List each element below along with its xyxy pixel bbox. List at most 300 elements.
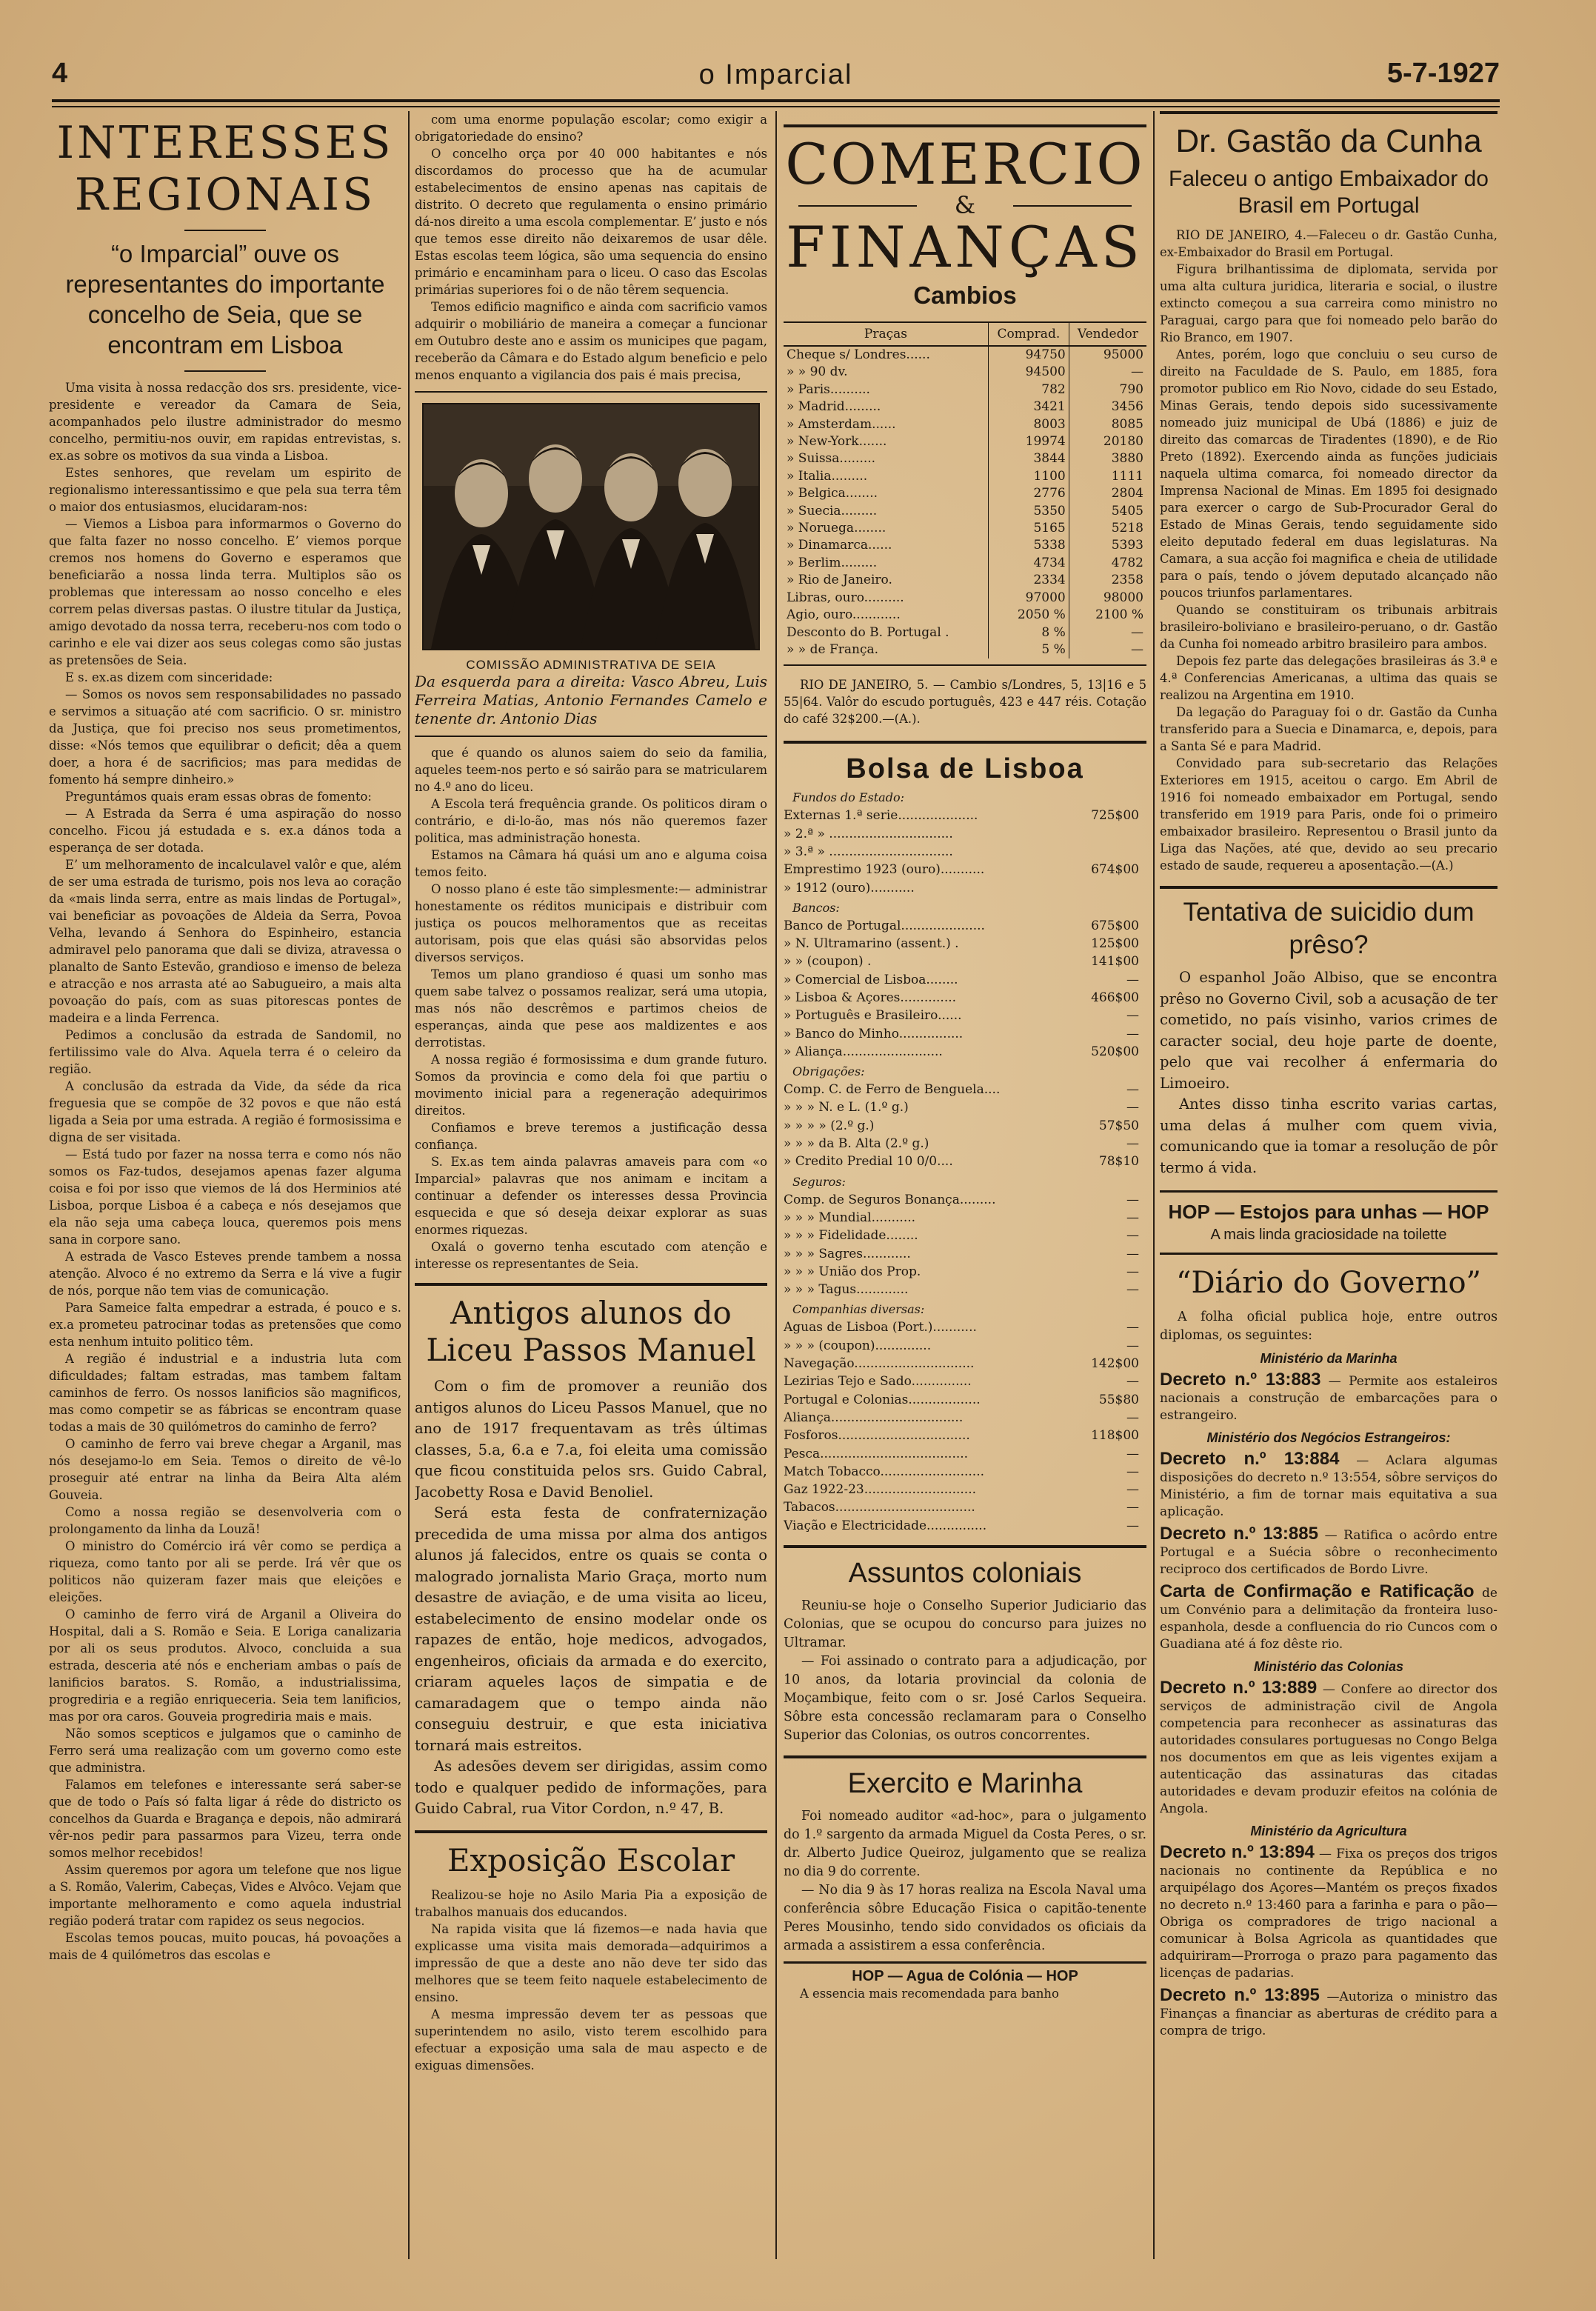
paragraph: — Somos os novos sem responsabilidades no passado e servimos a situação até com sacrificio. O sr. ministro da Justiça, que foi preciso nos seus prometimentos, disse: «Nós temos que equilibrar o deficit; dêa a quem doer, a hora é de sacrificios; mas para medidas de fomento há sempre dinheiro.»	[49, 687, 401, 787]
paragraph: Oxalá o governo tenha escutado com atenção e interesse os representantes de Seia.	[415, 1240, 767, 1271]
quote-value: —	[1126, 1500, 1139, 1515]
quote-value: 674$00	[1091, 862, 1139, 878]
cell-comprador: 3421	[988, 398, 1069, 416]
paragraph: RIO DE JANEIRO, 4.—Faleceu o dr. Gastão Cunha, ex-Embaixador do Brasil em Portugal.	[1160, 228, 1497, 259]
paragraph: Com o fim de promover a reunião dos antigos alunos do Liceu Passos Manuel, que no ano de 1917 frequentavam as três últimas classes, 5.a, 6.a e 7.a, foi eleita uma comissão que ficou constituida pelos srs. Guido Cabral, Jacobetty Rosa e David Benoliel.	[415, 1378, 767, 1501]
quote-name: Viação e Electricidade...............	[784, 1518, 987, 1533]
decreto-text: de um Convénio para a delimitação da fronteira luso-espanhola, desde a confluencia do rio Cuncos com o Guadiana até á foz dêste rio.	[1160, 1586, 1497, 1652]
divider	[184, 230, 266, 231]
cell-comprador: 1100	[988, 468, 1069, 485]
diario-intro-text: A folha oficial publica hoje, entre outros diplomas, os seguintes:	[1160, 1310, 1497, 1343]
list-item	[784, 1191, 1146, 1209]
bolsa-section-label: Bancos:	[792, 900, 840, 915]
quote-name: Aliança.................................	[784, 1410, 964, 1425]
quote-name: » » » Sagres............	[784, 1246, 911, 1261]
rio-cambio-note	[784, 676, 1146, 727]
quote-name: Tabacos...................................	[784, 1500, 975, 1515]
quote-value: —	[1126, 1518, 1139, 1533]
list-item	[784, 971, 1146, 989]
cell-praca: Libras, ouro..........	[784, 590, 988, 607]
paragraph: Foi nomeado auditor «ad-hoc», para o julgamento do 1.º sargento da armada Miguel da Costa Peres, o sr. dr. Alberto Judice Queiroz, julgamento que se realiza no dia 9 do corrente.	[784, 1809, 1146, 1879]
list-item	[784, 1153, 1146, 1170]
cell-vendedor: 2804	[1111, 486, 1143, 501]
ad-hop-text	[784, 1985, 1146, 2002]
quote-name: » 3.ª » ...............................	[784, 844, 953, 859]
page-number: 4	[52, 58, 68, 89]
article-body-continued	[415, 744, 767, 1273]
heading-bolsa-de-lisboa: Bolsa de Lisboa	[784, 741, 1146, 787]
page-header	[52, 58, 1500, 95]
table-row	[784, 468, 1146, 485]
paragraph: O nosso plano é este tão simplesmente:— administrar honestamente os réditos municipais e distribuir com justiça os poucos melhoramentos que as receitas autorisam, pois que elas quási são absorvidas pelos diversos serviços.	[415, 882, 767, 964]
paragraph: Como a nossa região se desenvolveria com o prolongamento da linha da Louzã!	[49, 1505, 401, 1536]
subheadline-gastao: Faleceu o antigo Embaixador do Brasil em Portugal	[1169, 167, 1489, 218]
decreto-item	[1160, 1679, 1497, 1818]
column-divider	[408, 111, 410, 2259]
cell-vendedor: 20180	[1103, 434, 1143, 450]
paragraph: Será esta festa de confraternização precedida de uma missa por alma dos antigos alunos já falecidos, entre os quais se conta o malogrado jornalista Mario Graça, morto num desastre de aviação, e de uma visita ao liceu, estabelecimento de ensino modelar onde os rapazes de então, hoje medicos, advogados, engenheiros, oficiais da armada e do exercito, criaram aqueles laços de simpatia e de camaradagem que o tempo ainda não conseguiu destruir, e que esta iniciativa tornará mais estreitos.	[415, 1504, 767, 1754]
headline-diario-do-governo: “Diário do Governo”	[1160, 1253, 1497, 1302]
table-row	[784, 520, 1146, 537]
headline-tentativa-suicidio: Tentativa de suicidio dum prêso?	[1160, 886, 1497, 961]
quote-name: » Português e Brasileiro......	[784, 1008, 962, 1024]
cell-praca: » New-York.......	[784, 433, 988, 450]
paragraph: O ministro do Comércio irá vêr como se perdiça a riqueza, como tanto por ali se perde. Irá vêr que os politicos não quizeram fazer mais que eleições e eleições.	[49, 1539, 401, 1604]
quote-value: —	[1126, 1410, 1139, 1425]
quote-name: Fosforos.................................	[784, 1428, 970, 1444]
paragraph: — A Estrada da Serra é uma aspiração do nosso concelho. Ficou já estudada e s. ex.a dános toda a esperança de ser dotada.	[49, 807, 401, 855]
quote-value: —	[1126, 1446, 1139, 1461]
quote-value: 118$00	[1091, 1428, 1139, 1444]
quote-name: Portugal e Colonias..................	[784, 1392, 981, 1407]
paragraph: — Viemos a Lisboa para informarmos o Governo do que falta fazer no nosso concelho. E’ viemos porque cremos nos homens do Governo e esperamos que beneficiarão a nossa linda terra. Multiplos são os problemas que interessam ao nosso concelho e eles correm pelas diversas pastas. O ilustre titular da Justiça, amigo devotado da nossa terra, receberu-nos com todo o carinho e ele vai dizer aos seus colegas como são justas as pretensões de Seia.	[49, 517, 401, 667]
ad-hop-estojos-sub: A mais linda graciosidade na toilette	[1210, 1227, 1447, 1243]
list-item	[784, 1245, 1146, 1263]
cell-vendedor: 5218	[1111, 521, 1143, 536]
header-rule-thin	[52, 106, 1500, 107]
list-item	[784, 1043, 1146, 1061]
quote-name: » 1912 (ouro)...........	[784, 880, 915, 896]
quote-value: 466$00	[1091, 990, 1139, 1005]
table-header-pracas: Praças	[784, 322, 988, 346]
cell-praca: Cheque s/ Londres......	[784, 346, 988, 364]
quote-name: » Banco do Minho................	[784, 1026, 964, 1041]
bolsa-quotes	[784, 789, 1146, 1535]
headline-financas: FINANÇAS	[786, 214, 1144, 280]
cell-praca: Desconto do B. Portugal .	[784, 624, 988, 641]
decreto-item	[1160, 1987, 1497, 2040]
table-row	[784, 537, 1146, 554]
quote-value: —	[1126, 1464, 1139, 1479]
ministerio-heading: Ministério das Colonias	[1253, 1659, 1404, 1674]
quote-value: —	[1126, 1210, 1139, 1225]
decreto-item	[1160, 1371, 1497, 1424]
cell-comprador: 2776	[988, 485, 1069, 502]
headline-liceu: Antigos alunos do Liceu Passos Manuel	[415, 1283, 767, 1369]
quote-name: Aguas de Lisboa (Port.)...........	[784, 1320, 977, 1335]
decreto-number: Decreto n.º 13:889	[1160, 1678, 1318, 1698]
cell-praca: » Madrid.........	[784, 398, 988, 416]
cell-comprador: 97000	[988, 590, 1069, 607]
photo-caption: Da esquerda para a direita: Vasco Abreu, Luis Ferreira Matias, Antonio Fernandes Camelo e tenente dr. Antonio Dias	[415, 673, 767, 727]
quote-name: » » » União dos Prop.	[784, 1264, 921, 1279]
table-row	[784, 433, 1146, 450]
paragraph: Falamos em telefones e interessante será saber-se que de todo o País só falta ligar á rêde do districto os concelhos da Guarda e Bragança e depois, não admirará vêr-nos pedir para passarmos para Vizeu, terra onde somos melhor recebidos!	[49, 1778, 401, 1860]
list-item	[784, 1117, 1146, 1135]
cell-vendedor: 4782	[1111, 555, 1143, 570]
list-item	[784, 1445, 1146, 1463]
cell-comprador: 2050 %	[988, 607, 1069, 624]
cell-vendedor: —	[1131, 641, 1143, 657]
quote-name: Pesca.....................................	[784, 1446, 969, 1461]
table-row	[784, 416, 1146, 433]
cell-praca: » Noruega........	[784, 520, 988, 537]
quote-name: » N. Ultramarino (assent.) .	[784, 936, 959, 952]
paragraph: Na rapida visita que lá fizemos—e nada havia que explicasse uma visita mais demorada—adquirimos a impressão de que a deste ano não deve ter sido das melhores que se teem feito naquele estabelecimento de ensino.	[415, 1921, 767, 2004]
quote-value: —	[1126, 1136, 1139, 1152]
table-row	[784, 572, 1146, 589]
article-liceu	[415, 1376, 767, 1820]
list-item	[784, 1318, 1146, 1336]
decreto-text: — Ratifica o acôrdo entre Portugal e a Suécia sôbre o reconhecimento reciproco dos certificados de Bordo Livre.	[1160, 1528, 1497, 1577]
cell-praca: » Dinamarca......	[784, 537, 988, 554]
list-item	[784, 1135, 1146, 1153]
quote-value: 675$00	[1091, 918, 1139, 933]
table-row	[784, 641, 1146, 658]
cell-comprador: 5 %	[988, 641, 1069, 658]
decreto-text: —Autoriza o ministro das Finanças a financiar as aberturas de crédito para a compra de trigo.	[1160, 1990, 1497, 2038]
cell-comprador: 3844	[988, 450, 1069, 467]
paragraph: A nossa região é formosissima e dum grande futuro. Somos da provincia e como dela foi que partiu o movimento inicial para a regeneração adequirimos direitos.	[415, 1053, 767, 1118]
paragraph: Pedimos a conclusão da estrada de Sandomil, no fertilissimo vale do Alva. Aquela terra é o celeiro da região.	[49, 1028, 401, 1076]
quote-name: » Credito Predial 10 0/0....	[784, 1154, 953, 1170]
quote-name: » » » Tagus.............	[784, 1282, 909, 1298]
table-row	[784, 364, 1146, 381]
paragraph: Reuniu-se hoje o Conselho Superior Judiciario das Colonias, que se ocupou do concurso para juizes no Ultramar.	[784, 1598, 1146, 1650]
headline-exposicao: Exposição Escolar	[415, 1830, 767, 1879]
decreto-number: Decreto n.º 13:885	[1160, 1524, 1318, 1544]
list-item	[784, 989, 1146, 1007]
list-item	[784, 861, 1146, 878]
ministerio-heading: Ministério da Marinha	[1260, 1351, 1398, 1366]
paragraph: O caminho de ferro virá de Arganil a Oliveira do Hospital, dali a S. Romão e Seia. E Loriga canalizaria por ali os seus produtos. Alvoco, concluida a sua estrada, desceria até nós e encheriam ambas o país de lanificios baratos. S. Romão, a industrialissima, progrediria e a região enriqueceria. Seia tem lanificios, mas por ora caros. Gouveia progrediria mais e mais.	[49, 1607, 401, 1724]
quote-value: —	[1126, 1228, 1139, 1244]
cell-comprador: 5350	[988, 503, 1069, 520]
cell-praca: » Rio de Janeiro.	[784, 572, 988, 589]
article-body-continued	[415, 111, 767, 384]
table-header-comprad: Comprad.	[988, 322, 1069, 346]
table-row	[784, 485, 1146, 502]
cell-vendedor: 2358	[1111, 573, 1143, 588]
list-item	[784, 1355, 1146, 1373]
cell-praca: Agio, ouro............	[784, 607, 988, 624]
paragraph: Estamos na Câmara há quási um ano e alguma coisa temos feito.	[415, 848, 767, 879]
quote-name: » » » Fidelidade........	[784, 1228, 918, 1244]
paragraph: Antes, porém, logo que concluiu o seu curso de direito na Faculdade de S. Paulo, em 1885, fora promotor publico em Rio Novo, cidade do seu Estado, Minas Gerais, tendo depois sido sucessivamente nomeado juiz municipal de Ubá (1886) e juiz de direito das comarcas de Tiradentes (1890), e de Rio Preto (1892). Exercendo ainda as funções judiciais naquela ultima comarca, foi nomeado director da Imprensa Nacional de Minas. Em 1895 foi designado para exercer o cargo de Sub-Procurador Geral do Estado de Minas Gerais, tendo seguidamente sido eleito deputado federal em duas legislaturas. Na Camara, a sua acção foi magnifica e cheia de utilidade para o país, tendo o jóvem deputado alcançado não poucos triunfos parlamentares.	[1160, 347, 1497, 600]
ministerios-list	[1160, 1351, 1497, 2040]
decreto-item	[1160, 1844, 1497, 1982]
table-row	[784, 381, 1146, 398]
decreto-item	[1160, 1450, 1497, 1521]
quote-name: » Lisboa & Açores..............	[784, 990, 957, 1005]
group-photograph	[422, 403, 760, 650]
paragraph: Temos um plano grandioso é quasi um sonho mas quem sabe talvez o possamos realizar, será uma utopia, mas nós não descrêmos e partimos cheios de esperanças, ainda que pese aos maldizentes e aos derrotistas.	[415, 967, 767, 1050]
paragraph: com uma enorme população escolar; como exigir a obrigatoriedade do ensino?	[415, 113, 767, 144]
paragraph: E s. ex.as dizem com sinceridade:	[65, 670, 273, 684]
column-divider	[775, 111, 777, 2259]
ministerio-heading: Ministério dos Negócios Estrangeiros:	[1206, 1430, 1451, 1445]
list-item	[784, 1081, 1146, 1098]
cell-praca: » Italia.........	[784, 468, 988, 485]
quote-value: —	[1126, 1100, 1139, 1116]
table-row	[784, 555, 1146, 572]
divider	[184, 370, 266, 372]
table-row	[784, 346, 1146, 364]
cell-vendedor: 8085	[1111, 416, 1143, 432]
headline-comercio: COMERCIO	[784, 124, 1146, 194]
newspaper-title: o Imparcial	[698, 59, 853, 90]
headline-interesses-regionais: INTERESSES REGIONAIS	[56, 117, 394, 221]
cell-praca: » Suissa.........	[784, 450, 988, 467]
list-item	[784, 1463, 1146, 1481]
divider	[784, 664, 1146, 666]
ad-hop-sub: A essencia mais recomendada para banho	[800, 1987, 1059, 2001]
list-item	[784, 1498, 1146, 1516]
issue-date: 5-7-1927	[1386, 58, 1500, 89]
paragraph: A mesma impressão devem ter as pessoas que superintendem no asilo, visto terem escolhido para efectuar a exposição uma sala de mau aspecto e de exiguas dimensões.	[415, 2007, 767, 2072]
ministerio-heading: Ministério da Agricultura	[1250, 1824, 1407, 1838]
paragraph: As adesões devem ser dirigidas, assim como todo e qualquer pedido de informações, para Guido Cabral, rua Vitor Cordon, n.º 47, B.	[415, 1758, 767, 1817]
cell-praca: » Amsterdam......	[784, 416, 988, 433]
list-item	[784, 1373, 1146, 1390]
list-item	[784, 1263, 1146, 1281]
diario-intro	[1160, 1308, 1497, 1345]
paragraph: Para Sameice falta empedrar a estrada, é pouco e s. ex.a prometeu patrocinar todas as pretensões que como esta nenhum intuito politico têm.	[49, 1301, 401, 1349]
cell-praca: » » de França.	[784, 641, 988, 658]
decreto-text: — Confere ao director dos serviços de administração civil de Angola competencia para reconhecer as assinaturas das autoridades consulares portuguesas no Congo Belga nos documentos em que as leis vigentes exijam a autenticação das assinaturas das citadas autoridades e devam produzir efeitos na colónia de Angola.	[1160, 1682, 1497, 1816]
cell-comprador: 94500	[988, 364, 1069, 381]
decreto-number: Decreto n.º 13:883	[1160, 1370, 1321, 1390]
table-row	[784, 503, 1146, 520]
article-tentativa	[1160, 967, 1497, 1178]
cell-praca: » Belgica........	[784, 485, 988, 502]
quote-name: Gaz 1922-23............................	[784, 1482, 977, 1498]
cell-vendedor: 790	[1119, 381, 1143, 397]
paragraph: Confiamos e breve teremos a justificação dessa confiança.	[415, 1121, 767, 1152]
exchange-rates-table	[784, 321, 1146, 658]
heading-cambios: Cambios	[913, 281, 1017, 309]
paragraph: A região é industrial e a industria luta com dificuldades; faltam estradas, mas tambem faltam caminhos de ferro. Os nossos lanificios são magnificos, mas como competir se as fábricas se encontram quase todas a mais de 30 quilómetros do caminho de ferro?	[49, 1352, 401, 1434]
cell-vendedor: —	[1131, 364, 1143, 380]
paragraph: Estes senhores, que revelam um espirito de regionalismo interessantissimo e que pela sua terra têm o maior dos entusiasmos, elucidaram-nos:	[49, 466, 401, 514]
decreto-number: Decreto n.º 13:895	[1160, 1985, 1320, 2005]
list-item	[784, 1227, 1146, 1244]
paragraph: Quando se constituiram os tribunais arbitrais brasileiro-boliviano e brasileiro-peruano, o dr. Gastão da Cunha foi nomeado arbitro brasileiro para ambos.	[1160, 603, 1497, 651]
ad-hop-agua-colonia: HOP — Agua de Colónia — HOP	[784, 1961, 1146, 1985]
decreto-number: Decreto n.º 13:884	[1160, 1449, 1340, 1469]
headline-assuntos-coloniais: Assuntos coloniais	[784, 1545, 1146, 1590]
quote-name: » » » da B. Alta (2.º g.)	[784, 1136, 929, 1152]
quote-name: » » (coupon) .	[784, 954, 872, 970]
header-rule	[52, 99, 1500, 102]
cell-praca: » Paris..........	[784, 381, 988, 398]
list-item	[784, 1098, 1146, 1116]
quote-name: Banco de Portugal.....................	[784, 918, 985, 933]
list-item	[784, 843, 1146, 861]
list-item	[784, 1409, 1146, 1427]
decreto-text: — Aclara algumas disposições do decreto n.º 13:554, sôbre serviços do Ministério, a fim de tornar mais equitativa a sua aplicação.	[1160, 1453, 1497, 1519]
cell-vendedor: 5393	[1111, 538, 1143, 553]
paragraph: O concelho orça por 40 000 habitantes e nós discordamos do processo que ha de acumular estabelecimentos de ensino apenas nas capitais de distrito. O decreto que regulamenta o ensino primário dá-nos direito a uma escola complementar. E’ justo e nós que temos esse direito não deixaremos de usar dêle. Estas escolas teem lógica, são uma sequencia do ensino primário e encaminham para o liceu. O caso das Escolas primárias superiores foi o de não têrem sequencia.	[415, 147, 767, 297]
quote-name: Lezirias Tejo e Sado...............	[784, 1374, 972, 1390]
quote-value: —	[1126, 1264, 1139, 1279]
list-item	[784, 935, 1146, 953]
list-item	[784, 1391, 1146, 1409]
table-row	[784, 450, 1146, 467]
quote-name: » 2.ª » ...............................	[784, 826, 953, 841]
cell-comprador: 5338	[988, 537, 1069, 554]
bolsa-section-label: Seguros:	[792, 1174, 846, 1189]
quote-value: 520$00	[1091, 1044, 1139, 1059]
list-item	[784, 1025, 1146, 1043]
divider	[415, 736, 767, 737]
divider	[415, 391, 767, 393]
article-coloniais	[784, 1597, 1146, 1745]
cell-vendedor: 1111	[1111, 468, 1143, 484]
list-item	[784, 807, 1146, 824]
paragraph: Da legação do Paraguay foi o dr. Gastão da Cunha transferido para a Suecia e Dinamarca, e, depois, para a Santa Sé e para Madrid.	[1160, 705, 1497, 753]
column-divider	[1153, 111, 1155, 2259]
bolsa-section-label: Fundos do Estado:	[792, 790, 904, 805]
cell-praca: » » 90 dv.	[784, 364, 988, 381]
quote-value: 725$00	[1091, 808, 1139, 824]
quote-value: 55$80	[1098, 1392, 1139, 1407]
bolsa-section-label: Obrigações:	[792, 1064, 865, 1079]
quote-name: Comp. C. de Ferro de Benguela....	[784, 1082, 1001, 1098]
paragraph: A conclusão da estrada da Vide, da séde da rica freguesia que se compõe de 32 povos e que não está ligada a Seia por uma estrada. A região é formosissima e digna de ser visitada.	[49, 1079, 401, 1144]
paragraph: Figura brilhantissima de diplomata, servida por uma alta cultura juridica, literaria e social, o ilustre extincto começou a sua carreira como ministro no Paraguai, cargo para que foi nomeado pelo barão do Rio Branco, em 1907.	[1160, 262, 1497, 344]
quote-name: Navegação..............................	[784, 1356, 975, 1372]
list-item	[784, 1281, 1146, 1298]
quote-name: Match Tobacco..........................	[784, 1464, 984, 1479]
quote-value: —	[1126, 1246, 1139, 1261]
cell-comprador: 4734	[988, 555, 1069, 572]
paragraph: O espanhol João Albiso, que se encontra prêso no Governo Civil, sob a acusação de ter cometido, no país visinho, varios crimes de caracter social, deu hoje parte de doente, pelo que vai recolher á enfermaria do Limoeiro.	[1160, 969, 1497, 1092]
quote-value: 57$50	[1098, 1118, 1139, 1133]
quote-value: —	[1126, 1320, 1139, 1335]
quote-name: Externas 1.ª serie....................	[784, 808, 978, 824]
quote-name: » » » » (2.º g.)	[784, 1118, 875, 1133]
list-item	[784, 1209, 1146, 1227]
list-item	[784, 917, 1146, 935]
headline-exercito-marinha: Exercito e Marinha	[784, 1755, 1146, 1800]
cell-vendedor: 3456	[1111, 399, 1143, 415]
list-item	[784, 1427, 1146, 1444]
paragraph: Antes disso tinha escrito varias cartas, uma delas á mulher com quem vivia, comunicando que ia tomar a resolução de pôr termo á vida.	[1160, 1096, 1497, 1176]
paragraph: E’ um melhoramento de incalculavel valôr e que, além de ser uma estrada de turismo, pois nos leva ao coração da «mais linda serra, entre as mais lindas de Portugal», vai beneficiar as povoações de Aldeia da Serra, Povoa Velha, levando á Senhora do Espinheiro, estancia admiravel pelo panorama que dali se diviza, atravessa o planalto de Santo Estevão, grandioso e imenso de beleza e atracção e nos arrasta até ao Sabugueiro, a mais alta povoação do país, com as suas pitorescas pontes de madeira e a linda Ferrenca.	[49, 858, 401, 1025]
cell-vendedor: 5405	[1111, 503, 1143, 518]
column-gastao-cunha	[1160, 111, 1497, 2259]
quote-name: » » » (coupon)..............	[784, 1338, 932, 1353]
cell-vendedor: 98000	[1103, 590, 1143, 605]
decreto-text: — Fixa os preços dos trigos nacionais no continente da República e no arquipélago dos Açores—Mantém os preços fixados no decreto n.º 13:460 para a farinha e para o pão—Obriga os compradores de trigo nacional a comunicar à Bolsa Agricola as quantidades que adquiriram—Prorroga o prazo para pagamento das licenças de padarias.	[1160, 1847, 1497, 1981]
quote-name: » Aliança.........................	[784, 1044, 943, 1059]
quote-value: —	[1126, 1482, 1139, 1498]
quote-value: —	[1126, 1338, 1139, 1353]
paragraph: Depois fez parte das delegações brasileiras ás 3.ª e 4.ª Conferencias Americanas, a ultima das quais se realizou na Argentina em 1910.	[1160, 654, 1497, 702]
paragraph: A estrada de Vasco Esteves prende tambem a nossa atenção. Alvoco é no extremo da Serra e lá vive a fugir de nós, porque não tem vias de comunicação.	[49, 1250, 401, 1298]
decreto-number: Decreto n.º 13:894	[1160, 1842, 1315, 1862]
column-comercio-financas	[784, 111, 1146, 2259]
list-item	[784, 825, 1146, 843]
paragraph: O caminho de ferro vai breve chegar a Arganil, mas nós desejamo-lo em Seia. Temos o direito de vê-lo proseguir até entrar na linha da Beira Alta além Gouveia.	[49, 1437, 401, 1502]
list-item	[784, 879, 1146, 897]
paragraph: Uma visita à nossa redacção dos srs. presidente, vice-presidente e vereador da Camara de Seia, acompanhados pelo ilustre administrador do mesmo concelho, permitiu-nos ouvir, em rapidas entrevistas, s. ex.as sobre os motivos da sua vinda a Lisboa.	[49, 381, 401, 463]
cell-vendedor: 2100 %	[1095, 607, 1143, 623]
quote-name: Emprestimo 1923 (ouro)...........	[784, 862, 985, 878]
cell-comprador: 782	[988, 381, 1069, 398]
bolsa-section-label: Companhias diversas:	[792, 1302, 925, 1317]
quote-value: —	[1126, 1008, 1139, 1024]
paragraph: Escolas temos poucas, muito poucas, há povoações a mais de 4 quilómetros das escolas e	[49, 1931, 401, 1962]
table-row	[784, 624, 1146, 641]
paragraph: que é quando os alunos saiem do seio da familia, aqueles teem-nos perto e só sairão para se matricularem no 4.º ano do liceu.	[415, 746, 767, 794]
quote-name: » » » N. e L. (1.º g.)	[784, 1100, 909, 1116]
list-item	[784, 1517, 1146, 1535]
cell-vendedor: 95000	[1103, 347, 1143, 362]
paragraph: — Está tudo por fazer na nossa terra e como nós não somos os Faz-tudos, desejamos apenas fazer alguma coisa e foi por isso que viemos de lá dos Herminios até Lisboa, porque Lisboa é a cabeça e nós desejamos que ela não seja uma cabeça louca, queremos pois mens sana in corpore sano.	[49, 1147, 401, 1247]
article-body	[49, 379, 401, 1964]
cell-vendedor: 3880	[1111, 451, 1143, 467]
cell-comprador: 5165	[988, 520, 1069, 537]
rio-cambio-text: RIO DE JANEIRO, 5. — Cambio s/Londres, 5, 13|16 e 5 55|64. Valôr do escudo português, 423 e 447 réis. Cotação do café 32$200.—(A.).	[784, 678, 1146, 727]
table-row	[784, 590, 1146, 607]
quote-value: 78$10	[1098, 1154, 1139, 1170]
quote-value: 141$00	[1091, 954, 1139, 970]
quote-name: Comp. de Seguros Bonança.........	[784, 1192, 996, 1207]
decreto-item	[1160, 1525, 1497, 1578]
article-exercito	[784, 1807, 1146, 1955]
quote-value: —	[1126, 1282, 1139, 1298]
paragraph: — No dia 9 às 17 horas realiza na Escola Naval uma conferência sôbre Educação Fisica o capitão-tenente Peres Mousinho, tendo sido convidados os oficiais da armada a assistirem a essa conferência.	[784, 1883, 1146, 1953]
paragraph: Não somos scepticos e julgamos que o caminho de Ferro será uma realização com um governo como este que administra.	[49, 1727, 401, 1775]
photo-figures	[424, 404, 758, 649]
paragraph: Preguntámos quais eram essas obras de fomento:	[65, 790, 372, 804]
quote-value: —	[1126, 972, 1139, 987]
ad-hop-estojos: HOP — Estojos para unhas — HOP	[1160, 1190, 1497, 1224]
quote-value: —	[1126, 1026, 1139, 1041]
cell-praca: » Suecia.........	[784, 503, 988, 520]
cell-comprador: 8003	[988, 416, 1069, 433]
photo-label: COMISSÃO ADMINISTRATIVA DE SEIA	[466, 658, 716, 672]
cell-comprador: 8 %	[988, 624, 1069, 641]
article-gastao	[1160, 227, 1497, 874]
quote-name: » Comercial de Lisboa........	[784, 972, 958, 987]
table-header-vendedor: Vendedor	[1069, 322, 1146, 346]
paragraph: Realizou-se hoje no Asilo Maria Pia a exposição de trabalhos manuais dos educandos.	[415, 1887, 767, 1919]
cell-comprador: 19974	[988, 433, 1069, 450]
article-exposicao	[415, 1887, 767, 2074]
subheadline: “o Imparcial” ouve os representantes do importante concelho de Seia, que se encontram em Lisboa	[65, 240, 385, 359]
headline-gastao-cunha: Dr. Gastão da Cunha	[1160, 111, 1497, 161]
paragraph: Assim queremos por agora um telefone que nos ligue a S. Romão, Valerim, Cabeças, Vides e Alvôco. Vejam que importante melhoramento e como aquela industrial região poderá tratar com rapidez os seus negocios.	[49, 1863, 401, 1928]
quote-value: —	[1126, 1192, 1139, 1207]
list-item	[784, 953, 1146, 970]
cell-vendedor: —	[1131, 624, 1143, 640]
quote-name: » » » Mundial...........	[784, 1210, 916, 1225]
decreto-text: — Permite aos estaleiros nacionais a construção de embarcações para o estrangeiro.	[1160, 1374, 1497, 1423]
decreto-item	[1160, 1583, 1497, 1653]
